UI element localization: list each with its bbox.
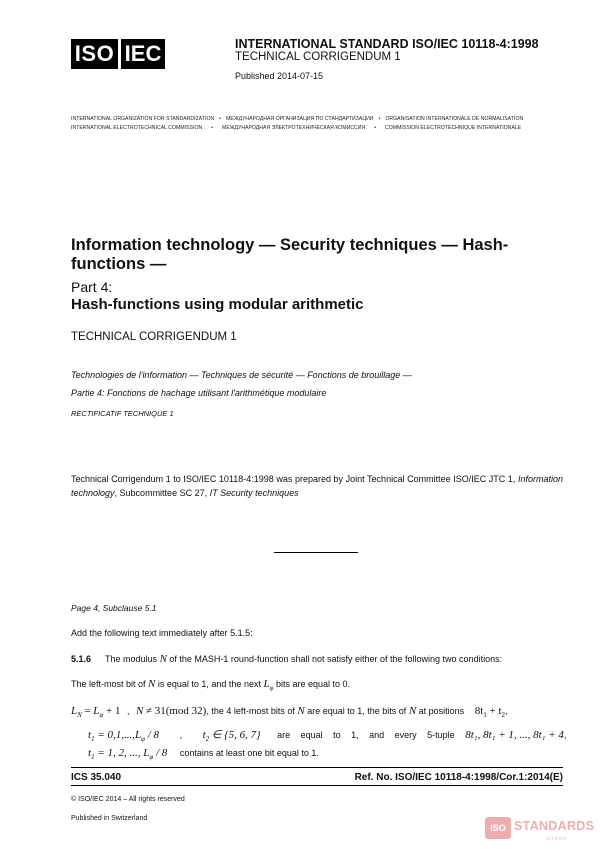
math-div8: / 8 <box>147 729 160 741</box>
org-iec-fr: COMMISSION ÉLECTROTECHNIQUE INTERNATIONALE <box>385 125 522 131</box>
math-8t: 8t <box>474 705 484 717</box>
condition-text: bits are equal to 0. <box>273 679 351 689</box>
iso-logo <box>71 39 118 69</box>
math-phi: φ <box>269 684 274 693</box>
org-bullet: • <box>219 116 222 122</box>
clause-number: 5.1.6 <box>71 654 92 664</box>
condition-two-line-1 <box>71 705 508 719</box>
math-position: $8t_1 + t_2$ <box>474 705 506 720</box>
part-label: Part 4: <box>71 279 113 295</box>
clause-reference: Page 4, Subclause 5.1 <box>71 603 157 613</box>
iso-logo-text: ISO <box>74 41 115 66</box>
math-L-phi <box>93 705 104 720</box>
document-title: Information technology — Security techniques — Hash-functions — <box>71 236 509 273</box>
preparation-statement <box>71 472 563 500</box>
comma: , <box>505 706 508 716</box>
clause-text: of the MASH-1 round-function shall not satisfy either of the following two conditions: <box>166 654 503 664</box>
comma: , <box>179 730 183 740</box>
footer-rule <box>71 767 563 768</box>
french-part: Partie 4: Fonctions de hachage utilisant l'arithmétique modulaire <box>71 388 327 398</box>
published-date: Published 2014-07-15 <box>235 71 324 81</box>
math-plus-t: + t <box>486 705 502 717</box>
math-L-phi <box>263 678 274 693</box>
org-iso-fr: ORGANISATION INTERNATIONALE DE NORMALISATION <box>385 116 524 122</box>
math-N: N <box>297 705 305 717</box>
math-L: L <box>71 705 78 717</box>
part-title: Hash-functions using modular arithmetic <box>71 296 364 313</box>
published-in: Published in Switzerland <box>71 815 148 822</box>
org-bullet: • <box>378 116 381 122</box>
condition-text: are equal to 1, and every 5-tuple <box>277 730 455 740</box>
condition-text: , the 4 left-most bits of <box>206 706 298 716</box>
math-set: ∈ {5, 6, 7} <box>211 729 261 741</box>
ics-code: ICS 35.040 <box>71 772 122 783</box>
math-t1-range2: $t_1 = 1$, 2, ..., $L_\varphi / 8$ <box>88 747 168 762</box>
math-N-sub: N <box>77 711 82 720</box>
condition-two-line-3 <box>88 747 319 761</box>
iso-store-icon: ISO <box>485 817 511 839</box>
prep-subcommittee-title: IT Security techniques <box>209 488 299 498</box>
math-t1-range: $t_1 = 0,1,...,L_\varphi / 8$ <box>88 729 160 744</box>
corrigendum-label: TECHNICAL CORRIGENDUM 1 <box>235 51 401 63</box>
iec-logo <box>121 39 165 69</box>
math-N: N <box>159 653 167 665</box>
instruction-text: Add the following text immediately after 5.1.5: <box>71 628 253 638</box>
org-iso-ru: МЕЖДУНАРОДНАЯ ОРГАНИЗАЦИЯ ПО СТАНДАРТИЗАЦИИ <box>226 116 374 122</box>
condition-two-line-2 <box>88 728 567 744</box>
math-range: = 1, 2, ..., <box>97 747 144 759</box>
condition-text: The left-most bit of <box>71 679 149 689</box>
standard-title: INTERNATIONAL STANDARD ISO/IEC 10118-4:1998 <box>235 37 539 51</box>
math-N: N <box>136 705 144 717</box>
math-L: L <box>93 705 100 717</box>
math-phi: φ <box>99 711 104 720</box>
org-iec-ru: МЕЖДУНАРОДНАЯ ЭЛЕКТРОТЕХНИЧЕСКАЯ КОМИССИЯ <box>222 125 366 131</box>
condition-text: are equal to 1, the bits of <box>304 706 409 716</box>
prep-text: , Subcommittee SC 27, <box>114 488 210 498</box>
org-line-1 <box>71 116 523 122</box>
math-L: L <box>135 729 142 741</box>
reference-number: Ref. No. ISO/IEC 10118-4:1998/Cor.1:2014(E) <box>354 772 563 783</box>
prep-text: Technical Corrigendum 1 to ISO/IEC 10118-4:1998 was prepared by Joint Technical Committee ISO/IEC JTC 1, <box>71 474 518 484</box>
math-tuple: 8t₁, 8t₁ + 1, ..., 8t₁ + 4 <box>465 729 564 741</box>
condition-text: is equal to 1, and the next <box>155 679 264 689</box>
org-iso-en: INTERNATIONAL ORGANIZATION FOR STANDARDIZATION <box>71 116 215 122</box>
math-mod: (mod 32) <box>165 705 207 717</box>
comma: , <box>127 706 130 716</box>
prep-committee-title: Information technology <box>71 474 563 498</box>
footer-rule <box>71 785 563 786</box>
condition-one <box>71 678 350 692</box>
french-rectificatif: RECTIFICATIF TECHNIQUE 1 <box>71 409 174 418</box>
org-bullet: • <box>211 125 214 131</box>
org-bullet: • <box>374 125 377 131</box>
clause-text: The modulus <box>105 654 160 664</box>
math-L: L <box>143 747 150 759</box>
math-neq: ≠ 31 <box>145 705 166 717</box>
condition-text: at positions <box>416 706 467 716</box>
french-title: Technologies de l'information — Techniques de sécurité — Fonctions de brouillage — <box>71 370 412 380</box>
math-N: N <box>148 678 156 690</box>
condition-text: contains at least one bit equal to 1. <box>179 748 319 758</box>
math-t2-set: $t_2$ ∈ {5, 6, 7} <box>202 729 261 744</box>
math-L: L <box>263 678 270 690</box>
math-phi: φ <box>141 735 145 744</box>
math-range: = 0,1,..., <box>97 729 135 741</box>
comma: , <box>563 730 567 740</box>
org-line-2 <box>71 125 521 131</box>
math-div8: / 8 <box>156 747 168 759</box>
standards-text: STANDARDS <box>514 819 595 833</box>
iec-logo-text: IEC <box>124 41 162 66</box>
math-eq: = <box>84 705 94 717</box>
math-N: N <box>408 705 417 717</box>
math-LN <box>71 705 82 720</box>
org-iec-en: INTERNATIONAL ELECTROTECHNICAL COMMISSION <box>71 125 203 131</box>
math-phi: φ <box>149 753 154 762</box>
clause-5-1-6 <box>71 653 502 665</box>
divider <box>274 552 358 553</box>
technical-corrigendum-heading: TECHNICAL CORRIGENDUM 1 <box>71 331 237 343</box>
store-text: STORE <box>547 836 568 841</box>
math-plus-one: + 1 <box>103 705 121 717</box>
copyright: © ISO/IEC 2014 – All rights reserved <box>71 796 185 803</box>
iso-standards-store-watermark <box>485 815 595 845</box>
